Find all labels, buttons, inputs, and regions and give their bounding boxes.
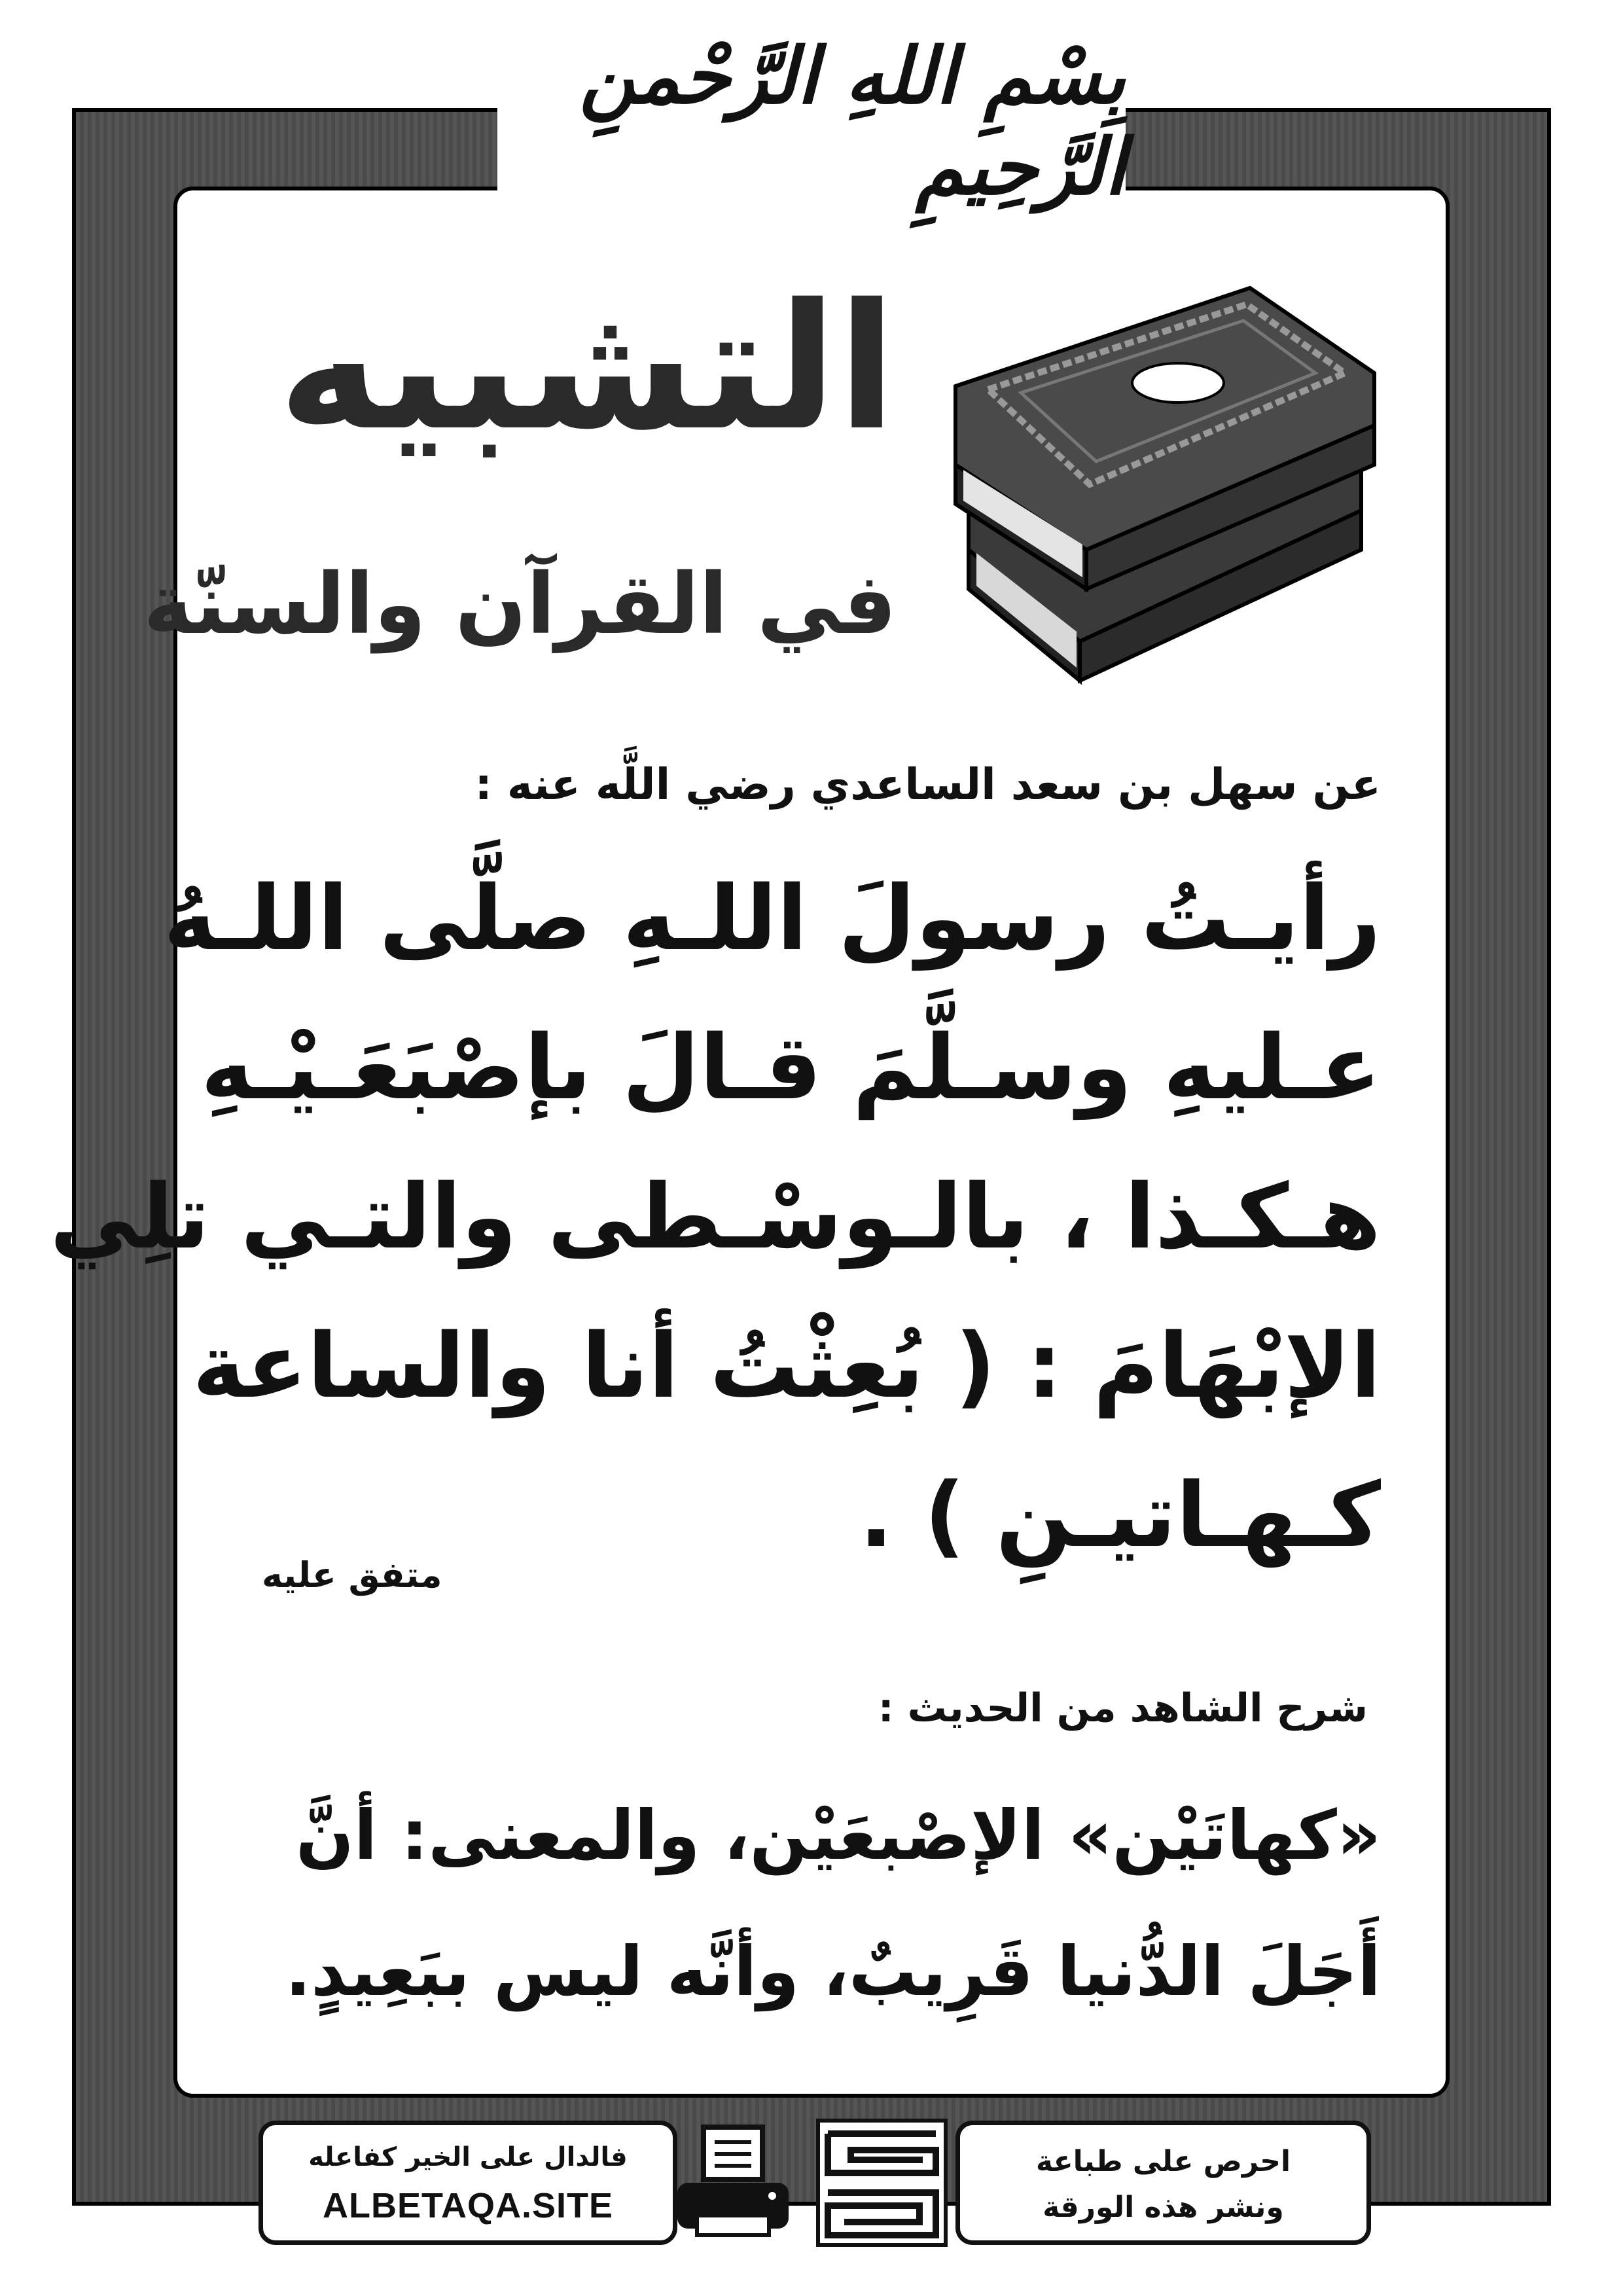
page-subtitle: في القرآن والسنّة	[143, 556, 897, 653]
hadith-line: كـهـاتيـنِ ) .	[859, 1464, 1381, 1568]
hadith-line: رأيـتُ رسولَ اللـهِ صلَّى اللـهُ	[164, 867, 1381, 971]
basmala-text: بِسْمِ اللهِ الرَّحْمنِ الرَّحِيمِ	[579, 30, 1126, 212]
hadith-line: هـكـذا ، بالـوسْـطى والتـي تلِي	[50, 1166, 1381, 1269]
kufic-logo-icon	[812, 2114, 952, 2251]
page-title: التشبيه	[277, 267, 897, 469]
hadith-line: الإبْهَامَ : ( بُعِثْتُ أنا والساعة	[192, 1315, 1381, 1418]
footer-right-box	[955, 2121, 1371, 2245]
hadith-source: متفق عليه	[262, 1554, 442, 1596]
stacked-books-icon	[942, 275, 1387, 687]
explanation-text	[229, 1767, 1381, 2039]
footer-print-note: احرص على طباعة	[1035, 2145, 1291, 2178]
footer-left-box	[259, 2121, 677, 2245]
printer-icon	[668, 2117, 798, 2248]
footer-motto: فالدال على الخير كفاعله	[308, 2142, 628, 2172]
explanation-line: أَجَلَ الدُّنيا قَرِيبٌ، وأنَّه ليس ببَعِيدٍ.	[285, 1931, 1381, 2011]
narrator-line: عن سهل بن سعد الساعدي رضي اللَّه عنه :	[474, 759, 1381, 810]
hadith-line: عـليهِ وسـلَّمَ قـالَ بإصْبَعَـيْـهِ	[200, 1016, 1381, 1120]
hadith-text	[50, 844, 1381, 1590]
explanation-line: «كهاتَيْن» الإصْبعَيْن، والمعنى: أنَّ	[295, 1795, 1381, 1875]
explanation-heading: شرح الشاهد من الحديث :	[878, 1685, 1368, 1731]
footer-website[interactable]: ALBETAQA.SITE	[323, 2186, 613, 2225]
footer-share-note: ونشر هذه الورقة	[1043, 2191, 1284, 2224]
footer	[259, 2121, 1371, 2245]
basmala-calligraphy	[497, 26, 1126, 216]
